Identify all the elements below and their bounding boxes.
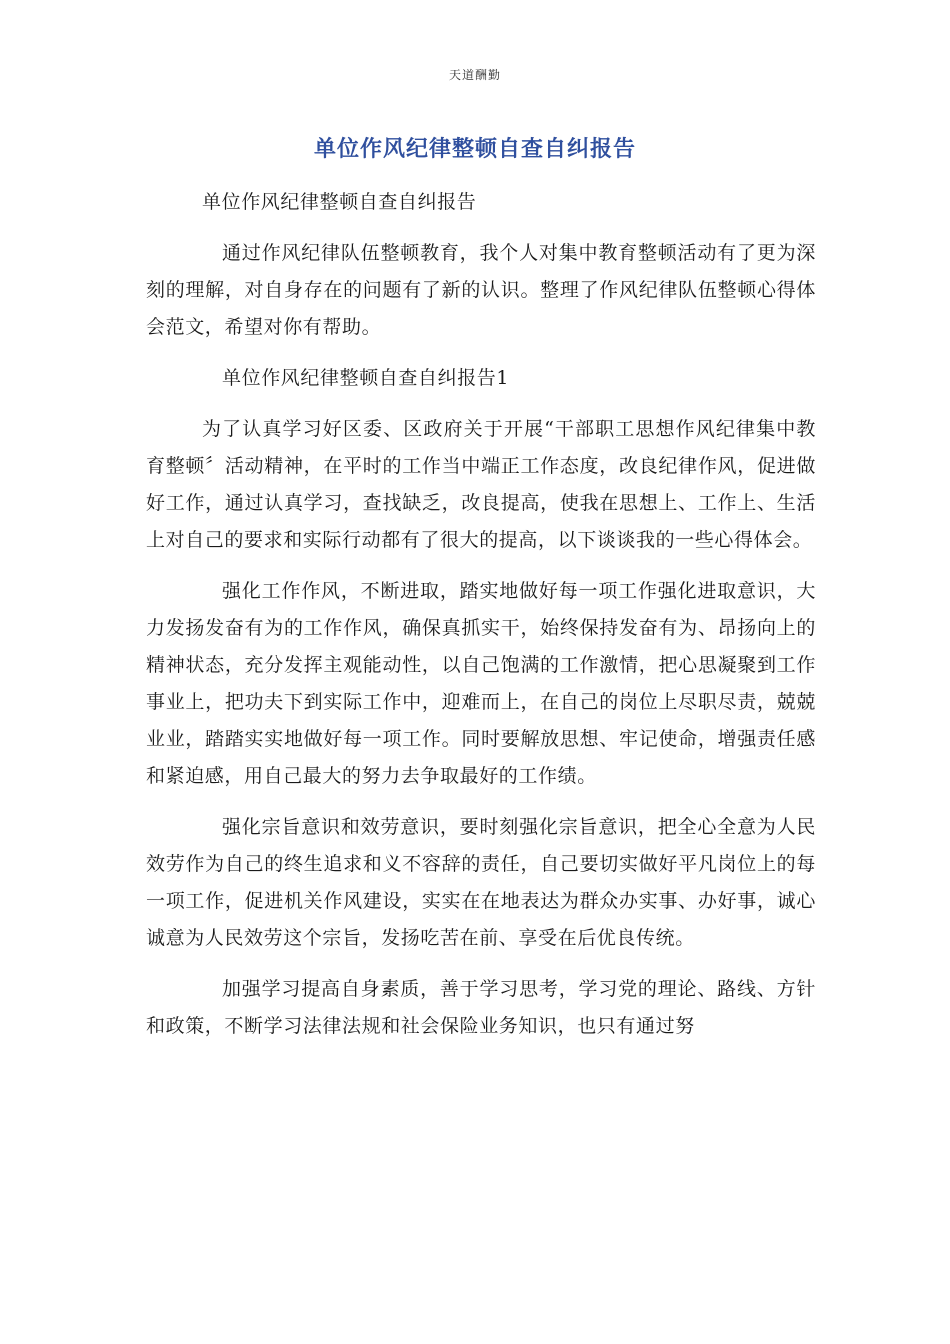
section-heading: 单位作风纪律整顿自查自纠报告1 [222,367,510,389]
intro-paragraph: 通过作风纪律队伍整顿教育，我个人对集中教育整顿活动有了更为深刻的理解，对自身存在的问题有了新的认识。整理了作风纪律队伍整顿心得体会范文，希望对你有帮助。 [146,242,816,338]
subtitle-paragraph: 单位作风纪律整顿自查自纠报告 [202,191,477,213]
page-header: 天道酬勤 [448,68,501,82]
body-paragraph: 强化宗旨意识和效劳意识，要时刻强化宗旨意识，把全心全意为人民效劳作为自己的终生追求和义不容辞的责任，自己要切实做好平凡岗位上的每一项工作，促进机关作风建设，实实在在地表达为群众办实事、办好事，诚心诚意为人民效劳这个宗旨，发扬吃苦在前、享受在后优良传统。 [146,816,816,949]
body-paragraph: 强化工作作风，不断进取，踏实地做好每一项工作强化进取意识，大力发扬发奋有为的工作作风，确保真抓实干，始终保持发奋有为、昂扬向上的精神状态，充分发挥主观能动性，以自己饱满的工作激情，把心思凝聚到工作事业上，把功夫下到实际工作中，迎难而上，在自己的岗位上尽职尽责，兢兢业业，踏踏实实地做好每一项工作。同时要解放思想、牢记使命，增强责任感和紧迫感，用自己最大的努力去争取最好的工作绩。 [146,580,816,787]
document-body [146,184,816,1059]
body-paragraph: 为了认真学习好区委、区政府关于开展“干部职工思想作风纪律集中教育整顿〞活动精神，在平时的工作当中端正工作态度，改良纪律作风，促进做好工作，通过认真学习，查找缺乏，改良提高，使我在思想上、工作上、生活上对自己的要求和实际行动都有了很大的提高，以下谈谈我的一些心得体会。 [146,418,816,551]
document-title: 单位作风纪律整顿自查自纠报告 [313,137,636,162]
body-paragraph: 加强学习提高自身素质，善于学习思考，学习党的理论、路线、方针和政策，不断学习法律法规和社会保险业务知识，也只有通过努 [146,978,816,1037]
